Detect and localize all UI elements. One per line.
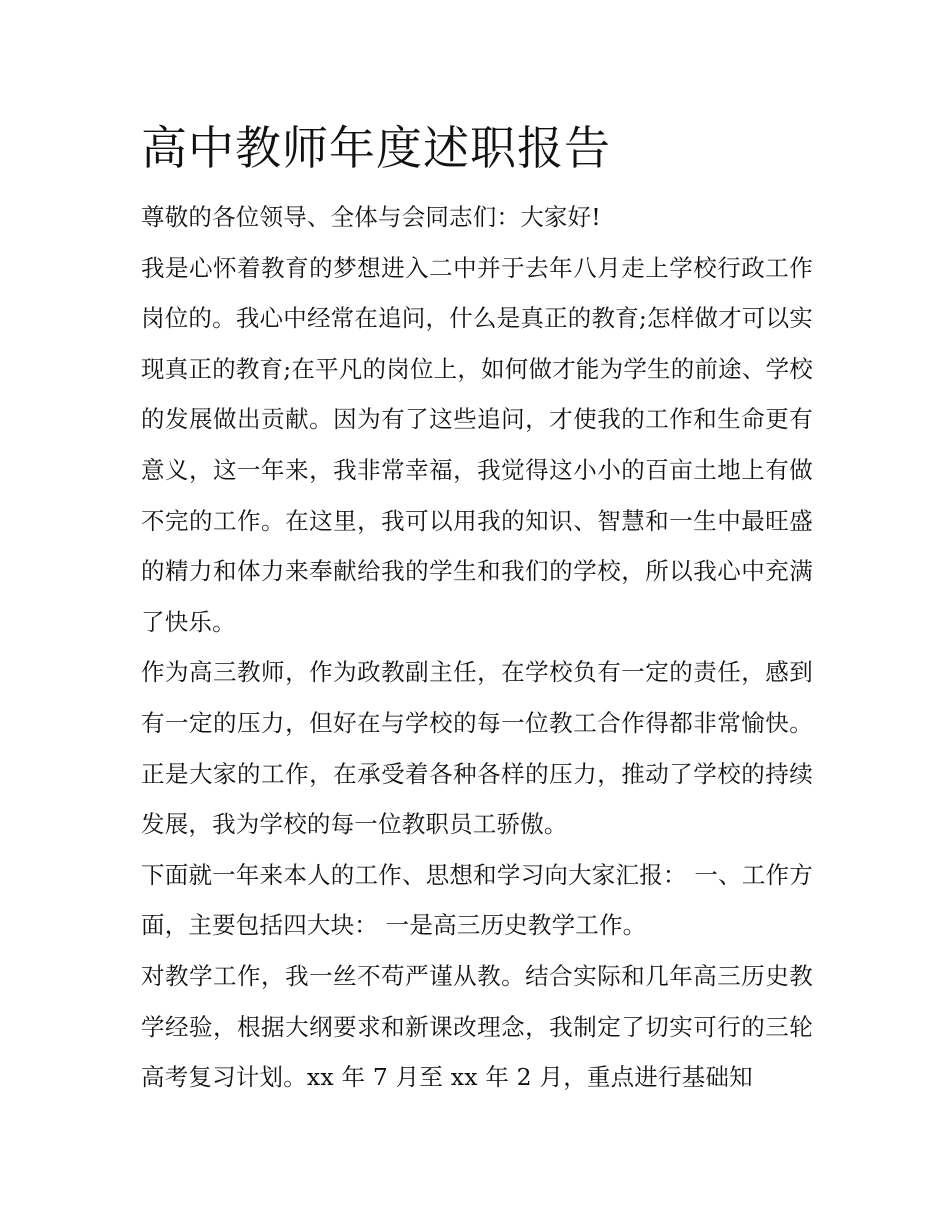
paragraph-report-outline: 下面就一年来本人的工作、思想和学习向大家汇报： 一、工作方面，主要包括四大块： 一是高三历史教学工作。 [141, 860, 813, 940]
paragraph-teaching: 对教学工作，我一丝不苟严谨从教。结合实际和几年高三历史教学经验，根据大纲要求和新课改理念，我制定了切实可行的三轮高考复习计划。xx 年 7 月至 xx 年 2 月，重点进行基础知 [141, 961, 813, 1092]
document-body [141, 118, 813, 1103]
paragraph-role: 作为高三教师，作为政教副主任，在学校负有一定的责任，感到有一定的压力，但好在与学校的每一位教工合作得都非常愉快。正是大家的工作，在承受着各种各样的压力，推动了学校的持续发展，我为学校的每一位教职员工骄傲。 [141, 658, 813, 839]
paragraph-greeting: 尊敬的各位领导、全体与会同志们：大家好! [141, 203, 601, 231]
paragraph-introduction: 我是心怀着教育的梦想进入二中并于去年八月走上学校行政工作岗位的。我心中经常在追问，什么是真正的教育;怎样做才可以实现真正的教育;在平凡的岗位上，如何做才能为学生的前途、学校的发展做出贡献。因为有了这些追问，才使我的工作和生命更有意义，这一年来，我非常幸福，我觉得这小小的百亩土地上有做不完的工作。在这里，我可以用我的知识、智慧和一生中最旺盛的精力和体力来奉献给我的学生和我们的学校，所以我心中充满了快乐。 [141, 253, 813, 636]
document-title: 高中教师年度述职报告 [141, 121, 611, 175]
